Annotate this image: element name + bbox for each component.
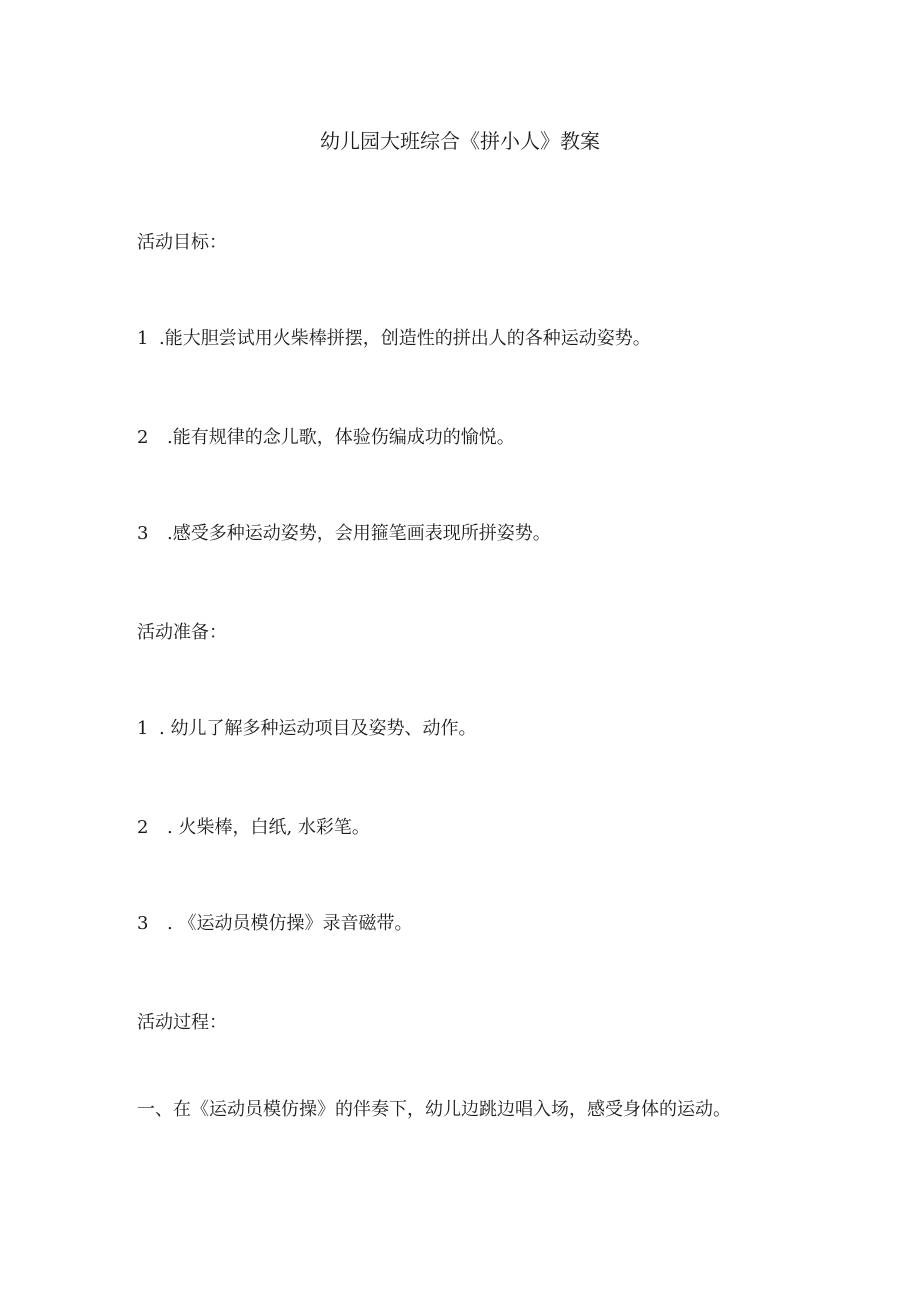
- goal-item-text: .感受多种运动姿势，会用箍笔画表现所拼姿势。: [167, 523, 551, 544]
- goal-item-number: 1: [137, 328, 149, 349]
- goal-item-1: [137, 325, 651, 353]
- goal-item-3: [137, 520, 551, 548]
- process-heading: 活动过程：: [137, 1012, 227, 1033]
- preparation-item-text: . 《运动员模仿操》录音磁带。: [167, 913, 413, 934]
- process-paragraph: 一、在《运动员模仿操》的伴奏下，幼儿边跳边唱入场，感受身体的运动。: [137, 1099, 731, 1120]
- goal-item-number: 2: [137, 427, 149, 448]
- goal-item-text: .能大胆尝试用火柴棒拼摆，创造性的拼出人的各种运动姿势。: [159, 328, 651, 349]
- goal-item-text: .能有规律的念儿歌，体验伤编成功的愉悦。: [167, 427, 515, 448]
- goal-item-2: [137, 424, 515, 452]
- preparation-item-number: 2: [137, 817, 149, 838]
- preparation-item-number: 3: [137, 913, 149, 934]
- document-title: 幼儿园大班综合《拼小人》教案: [320, 129, 600, 153]
- preparation-item-3: [137, 910, 412, 938]
- preparation-heading: 活动准备：: [137, 622, 227, 643]
- preparation-item-1: [137, 715, 476, 743]
- goal-item-number: 3: [137, 523, 149, 544]
- preparation-item-text: . 火柴棒，白纸, 水彩笔。: [167, 817, 370, 838]
- preparation-item-number: 1: [137, 718, 149, 739]
- preparation-item-2: [137, 814, 370, 842]
- preparation-item-text: . 幼儿了解多种运动项目及姿势、动作。: [159, 718, 477, 739]
- goals-heading: 活动目标：: [137, 232, 227, 253]
